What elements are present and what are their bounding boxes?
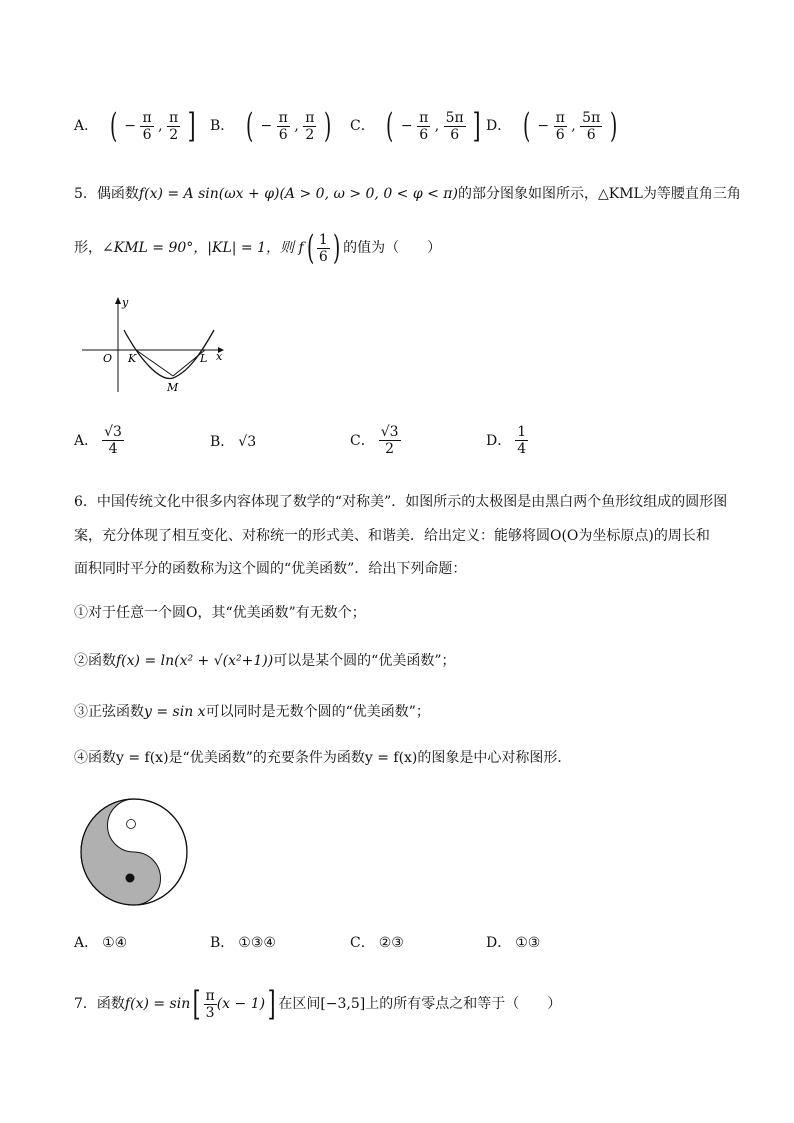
q6-item-1: ①对于任意一个圆O，其“优美函数”有无数个； xyxy=(74,605,366,621)
q6-option-b[interactable] xyxy=(210,933,276,953)
item-text: ②函数 xyxy=(74,653,116,669)
q6-item-3 xyxy=(74,702,430,722)
q6-option-d[interactable] xyxy=(486,933,540,953)
separator: , xyxy=(571,118,576,134)
option-label: C． xyxy=(350,432,375,449)
question-number: 6． xyxy=(74,494,97,510)
denominator: 6 xyxy=(586,126,596,143)
minus-sign: − xyxy=(537,118,550,134)
minus-sign: − xyxy=(260,118,273,134)
denominator: 6 xyxy=(419,126,429,143)
stem-text: 形， xyxy=(74,240,102,256)
denominator: 2 xyxy=(305,126,315,143)
point-k-label: K xyxy=(128,352,137,365)
question-number: 5． xyxy=(74,186,97,202)
q4-option-d[interactable] xyxy=(486,106,620,146)
q7-stem: 7．函数f(x) = sin[ $\frac{\pi}{3}$ (x − 1)] 在区间[−3,5]上的所有零点之和等于（ ） xyxy=(74,984,562,1024)
option-label: C． xyxy=(350,935,375,951)
q5-option-b[interactable] xyxy=(210,432,256,452)
separator: , xyxy=(158,118,163,134)
open-bracket: ( xyxy=(109,106,117,146)
option-value: ①③④ xyxy=(238,935,276,951)
option-label: B． xyxy=(210,935,235,951)
formula: (x − 1) xyxy=(216,996,266,1012)
q4-option-b[interactable] xyxy=(210,106,334,146)
item-text: 可以是某个圆的“优美函数”； xyxy=(273,653,456,669)
q6-stem-line3: 面积同时平分的函数称为这个圆的“优美函数”．给出下列命题： xyxy=(74,561,467,577)
item-text: ③正弦函数 xyxy=(74,704,144,720)
q4-option-c[interactable] xyxy=(350,106,483,146)
close-bracket: ] xyxy=(187,106,196,146)
minus-sign: − xyxy=(400,118,413,134)
stem-text: 上的所有零点之和等于（ ） xyxy=(365,996,562,1012)
open-bracket: ( xyxy=(245,106,254,146)
option-label: D． xyxy=(486,118,512,134)
open-bracket: ( xyxy=(522,106,530,146)
question-number: 7． xyxy=(74,996,97,1012)
q5-option-c[interactable] xyxy=(350,424,401,457)
item-text: 可以同时是无数个圆的“优美函数”； xyxy=(205,704,430,720)
stem-text: 偶函数 xyxy=(96,186,139,202)
numerator: π xyxy=(305,109,315,126)
q6-option-a[interactable] xyxy=(74,933,127,953)
q6-option-c[interactable] xyxy=(350,933,404,953)
option-label: C． xyxy=(350,118,375,134)
y-axis-arrow-icon xyxy=(115,297,121,304)
numerator: √3 xyxy=(104,424,122,440)
numerator: 1 xyxy=(318,231,328,248)
q5-stem-line1 xyxy=(74,184,741,204)
separator: , xyxy=(294,118,299,134)
denominator: 6 xyxy=(318,248,328,265)
option-label: D． xyxy=(486,935,512,951)
close-bracket: ) xyxy=(323,106,332,146)
taiji-white-dot xyxy=(127,820,136,829)
numerator: 5π xyxy=(582,109,601,126)
option-value: √3 xyxy=(238,434,257,450)
denominator: 6 xyxy=(555,126,565,143)
formula: f(x) = ln(x² + √(x²+1)) xyxy=(116,653,274,669)
q5-stem-line2: 形，∠KML = 90°，|KL| = 1，则 f( $\frac{1}{6}$ ) 的值为（ ） xyxy=(74,228,442,268)
q6-item-4: ④函数y = f(x)是“优美函数”的充要条件为函数y = f(x)的图象是中心对称图形． xyxy=(74,750,572,766)
option-label: A． xyxy=(74,432,99,449)
taiji-diagram xyxy=(78,796,190,908)
q5-option-d[interactable] xyxy=(486,424,528,457)
option-label: B． xyxy=(210,434,235,450)
formula: f(x) = A sin(ωx + φ)(A > 0, ω > 0, 0 < φ < π) xyxy=(138,186,458,202)
q6-stem-line1 xyxy=(74,492,727,512)
x-label: x xyxy=(216,350,223,363)
numerator: π xyxy=(419,109,429,126)
numerator: 5π xyxy=(445,109,464,126)
stem-text: 函数 xyxy=(96,996,125,1012)
q5-option-a[interactable] xyxy=(74,424,124,457)
q4-option-a[interactable] xyxy=(74,106,198,146)
option-label: A． xyxy=(74,935,99,951)
denominator: 2 xyxy=(385,441,395,457)
option-label: B． xyxy=(210,118,235,134)
point-m-label: M xyxy=(167,381,179,394)
numerator: π xyxy=(169,109,179,126)
denominator: 4 xyxy=(517,441,527,457)
option-value: ①④ xyxy=(102,935,128,951)
numerator: π xyxy=(555,109,565,126)
denominator: 6 xyxy=(450,126,460,143)
interval: [−3,5] xyxy=(320,996,366,1012)
denominator: 6 xyxy=(278,126,288,143)
option-label: A． xyxy=(74,118,99,134)
close-bracket: ) xyxy=(609,106,617,146)
point-l-label: L xyxy=(200,352,208,365)
taiji-black-dot xyxy=(126,874,135,883)
option-value: ①③ xyxy=(515,935,541,951)
y-label: y xyxy=(122,296,129,309)
q5-graph xyxy=(78,290,228,395)
numerator: π xyxy=(205,987,215,1004)
formula: ∠KML = 90°，|KL| = 1，则 f xyxy=(102,240,304,256)
option-value: ②③ xyxy=(378,935,404,951)
numerator: π xyxy=(142,109,152,126)
numerator: 1 xyxy=(517,424,527,440)
denominator: 4 xyxy=(108,441,118,457)
denominator: 2 xyxy=(169,126,179,143)
denominator: 6 xyxy=(142,126,152,143)
stem-text: 中国传统文化中很多内容体现了数学的“对称美”．如图所示的太极图是由黑白两个鱼形纹组成的圆形图 xyxy=(96,494,728,510)
formula: y = sin x xyxy=(144,704,206,720)
stem-text: 的值为（ ） xyxy=(343,240,442,256)
formula: f(x) = sin xyxy=(124,996,191,1012)
q6-stem-line2: 案，充分体现了相互变化、对称统一的形式美、和谐美．给出定义：能够将圆O(O为坐标原点)的周长和 xyxy=(74,528,710,544)
close-bracket: ] xyxy=(472,106,481,146)
open-bracket: ( xyxy=(386,106,394,146)
option-label: D． xyxy=(486,432,512,449)
numerator: √3 xyxy=(380,424,399,440)
stem-text: 的部分图象如图所示，△KML为等腰直角三角 xyxy=(457,186,741,202)
separator: , xyxy=(434,118,440,134)
stem-text: 在区间 xyxy=(278,996,321,1012)
origin-label: O xyxy=(103,352,113,365)
minus-sign: − xyxy=(124,118,137,134)
q6-item-2 xyxy=(74,651,456,671)
numerator: π xyxy=(278,109,288,126)
denominator: 3 xyxy=(205,1004,215,1021)
